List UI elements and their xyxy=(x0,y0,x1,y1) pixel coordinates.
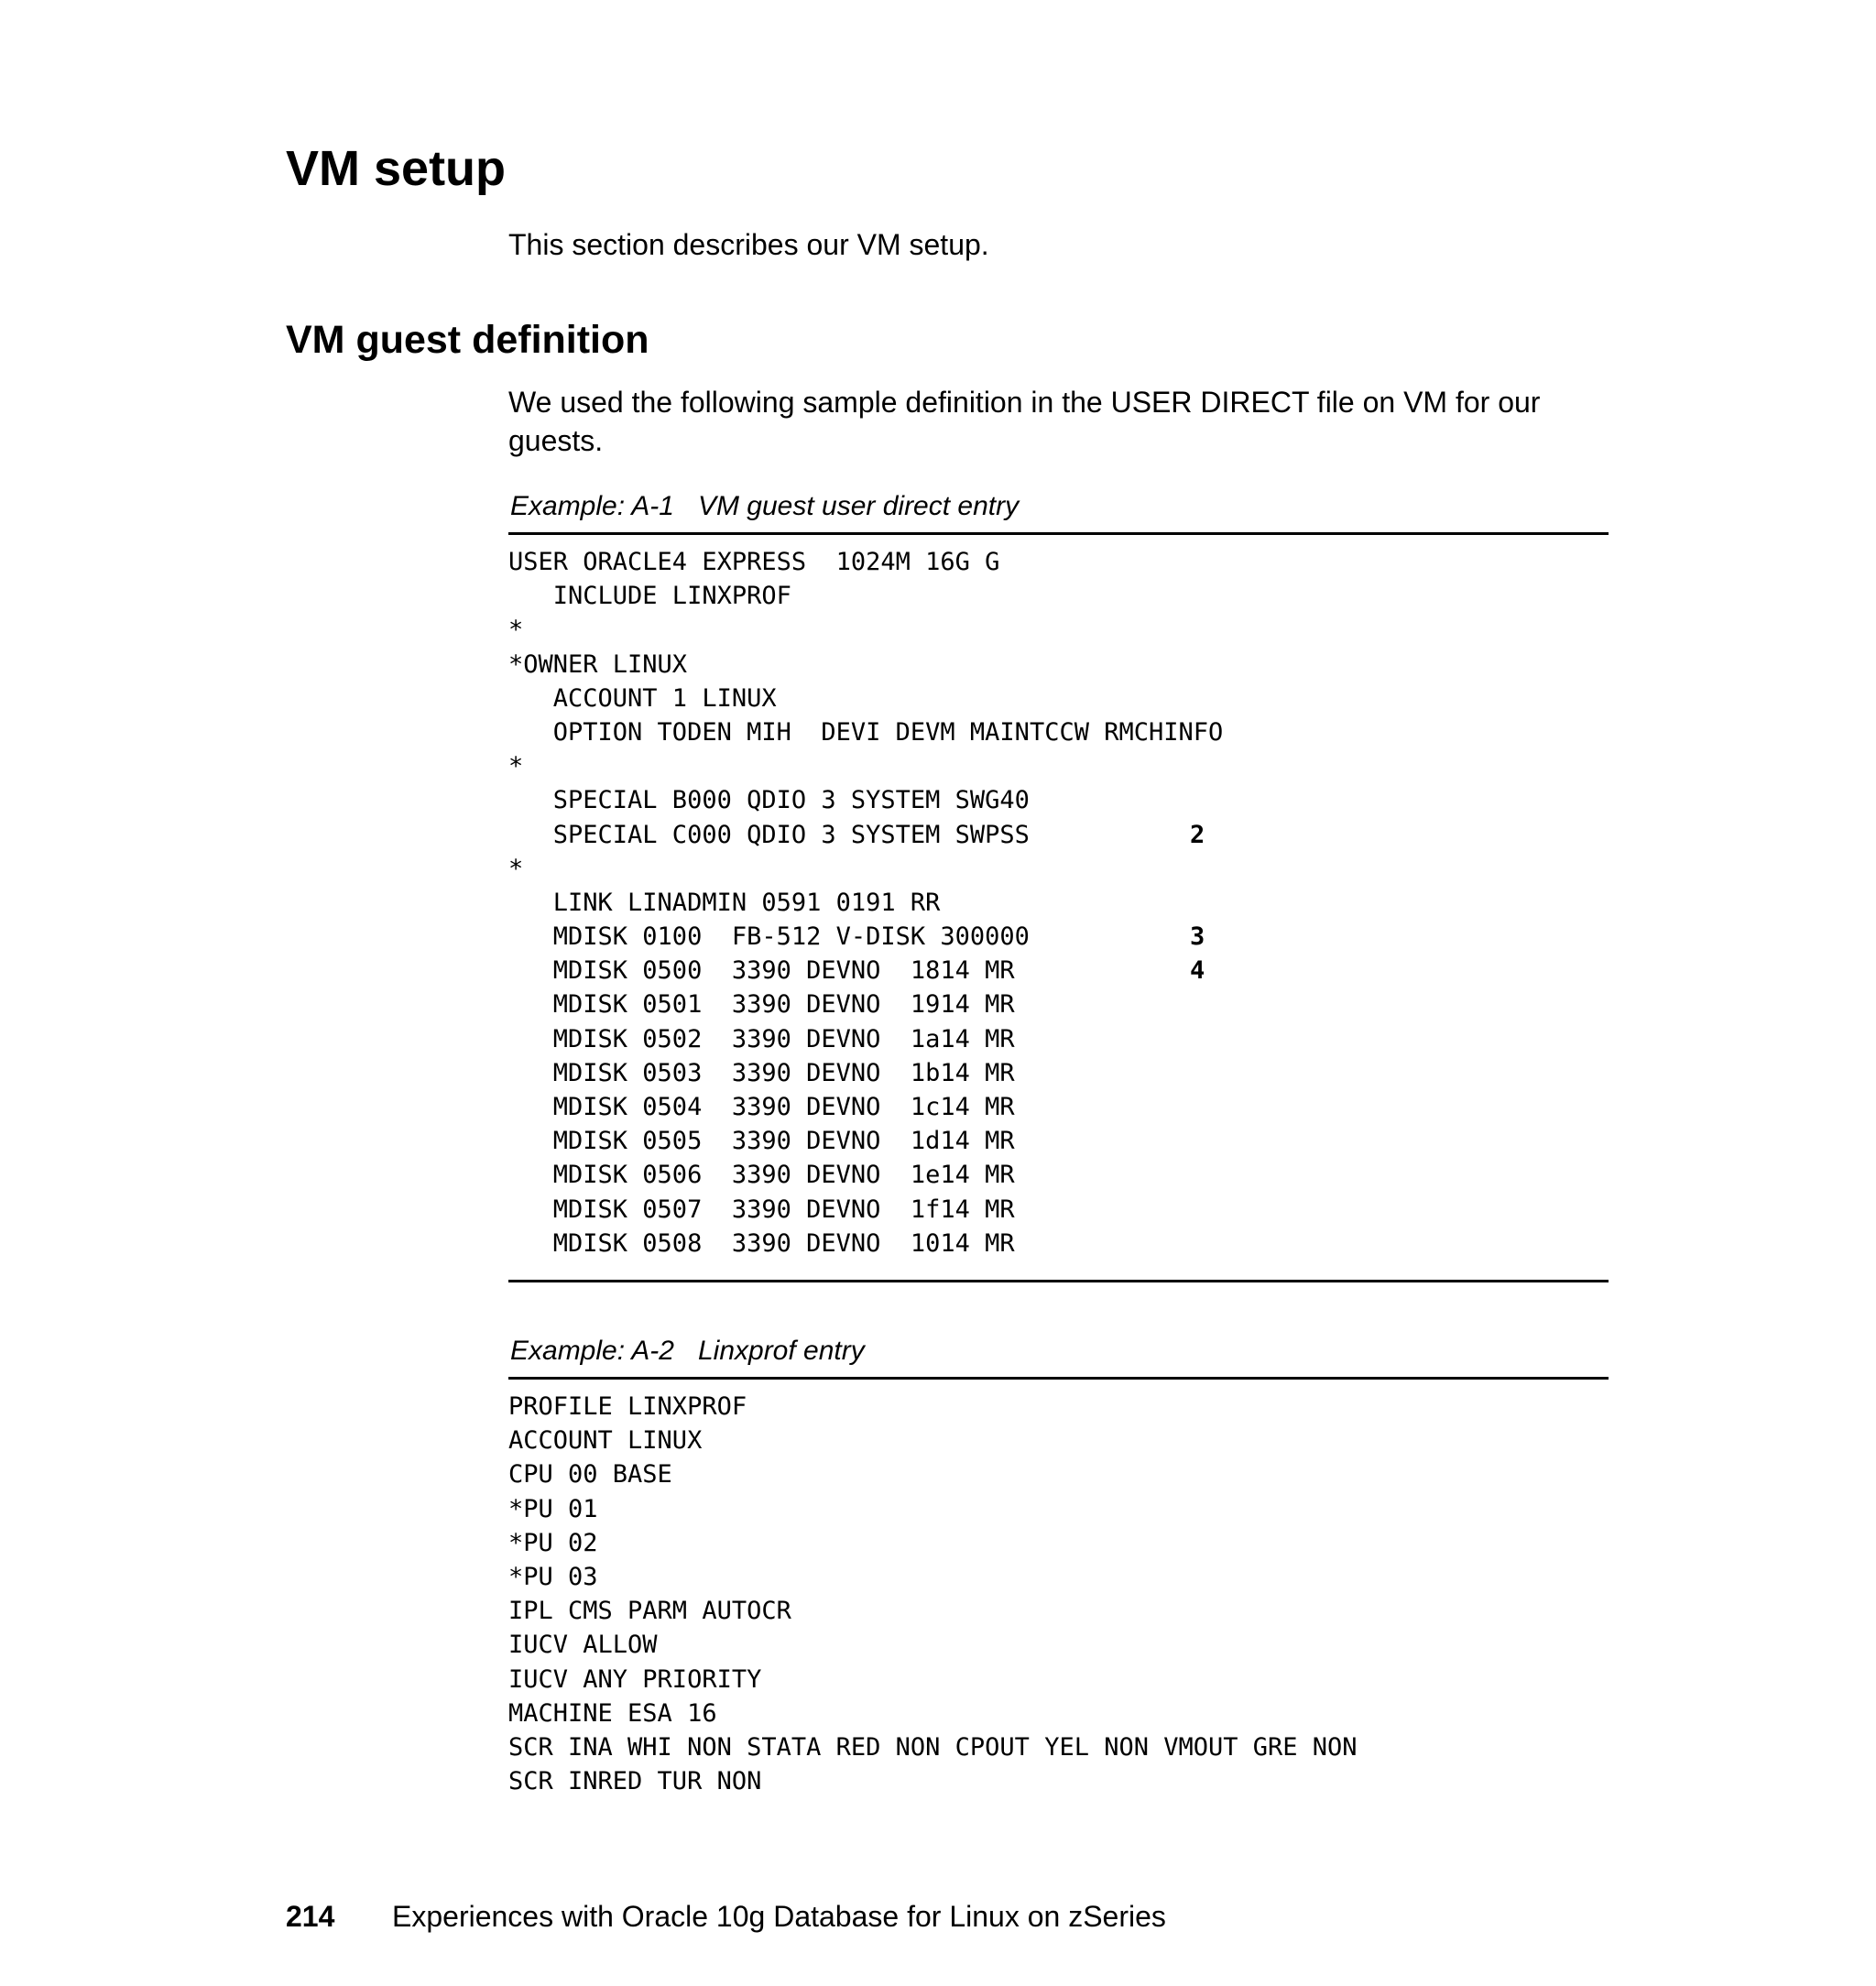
code-line xyxy=(508,1090,1609,1124)
code-line xyxy=(508,613,1609,647)
code-line-text: ACCOUNT LINUX xyxy=(508,1426,703,1456)
code-line-text: INCLUDE LINXPROF xyxy=(508,582,791,611)
example-a1 xyxy=(508,488,1609,1282)
code-line-text: *OWNER LINUX xyxy=(508,649,688,679)
section-heading: VM setup xyxy=(286,141,507,196)
intro-text: This section describes our VM setup. xyxy=(508,228,989,261)
callout-marker: 3 xyxy=(1190,922,1205,952)
code-line-text: MDISK 0504 3390 DEVNO 1c14 MR xyxy=(508,1093,1015,1121)
code-line xyxy=(508,1764,1609,1798)
code-line-text: MDISK 0500 3390 DEVNO 1814 MR xyxy=(508,956,1015,986)
code-line xyxy=(508,715,1609,749)
code-line-text: MDISK 0506 3390 DEVNO 1e14 MR xyxy=(508,1161,1015,1190)
code-line-text: MDISK 0507 3390 DEVNO 1f14 MR xyxy=(508,1195,1015,1224)
code-line-text: *PU 01 xyxy=(508,1494,598,1523)
code-line xyxy=(508,648,1609,682)
code-line-text: MDISK 0505 3390 DEVNO 1d14 MR xyxy=(508,1127,1015,1156)
code-line-text: MDISK 0501 3390 DEVNO 1914 MR xyxy=(508,990,1015,1020)
code-line-text: IUCV ALLOW xyxy=(508,1631,658,1660)
code-line-text: SCR INRED TUR NON xyxy=(508,1767,762,1796)
code-line xyxy=(508,749,1609,783)
code-line xyxy=(508,988,1609,1021)
code-line-text: MDISK 0508 3390 DEVNO 1014 MR xyxy=(508,1228,1015,1258)
example-end-rule xyxy=(508,1280,1609,1282)
example-title: VM guest user direct entry xyxy=(697,491,1020,521)
code-line-text: USER ORACLE4 EXPRESS 1024M 16G G xyxy=(508,548,1000,576)
code-line-text: SCR INA WHI NON STATA RED NON CPOUT YEL NON VMOUT GRE NON xyxy=(508,1732,1358,1762)
code-line-text: IUCV ANY PRIORITY xyxy=(508,1664,762,1694)
code-line xyxy=(508,1594,1609,1628)
example-title: Linxprof entry xyxy=(697,1336,865,1366)
code-line-text: MDISK 0502 3390 DEVNO 1a14 MR xyxy=(508,1024,1015,1053)
code-line-text: * xyxy=(508,616,524,645)
example-caption xyxy=(508,1333,1609,1380)
code-line xyxy=(508,1424,1609,1457)
code-line xyxy=(508,1492,1609,1526)
code-listing xyxy=(508,1380,1609,1798)
book-title: Experiences with Oracle 10g Database for Linux on zSeries xyxy=(392,1900,1166,1933)
code-line-text: OPTION TODEN MIH DEVI DEVM MAINTCCW RMCHINFO xyxy=(508,717,1224,747)
code-line xyxy=(508,1730,1609,1764)
code-line xyxy=(508,1390,1609,1424)
code-line xyxy=(508,852,1609,886)
callout-marker: 2 xyxy=(1190,820,1205,849)
code-line-text: IPL CMS PARM AUTOCR xyxy=(508,1597,791,1626)
example-caption xyxy=(508,488,1609,535)
code-line xyxy=(508,1056,1609,1090)
code-line xyxy=(508,579,1609,613)
code-line-text: SPECIAL B000 QDIO 3 SYSTEM SWG40 xyxy=(508,786,1030,815)
code-line xyxy=(508,886,1609,920)
page-footer xyxy=(286,1898,1166,1935)
page-number: 214 xyxy=(286,1900,335,1933)
code-line xyxy=(508,920,1609,954)
code-line-text: * xyxy=(508,854,524,883)
code-line-text: *PU 03 xyxy=(508,1562,598,1591)
code-line-text: * xyxy=(508,752,524,781)
example-label: Example: A-2 xyxy=(510,1336,674,1366)
code-line xyxy=(508,1022,1609,1056)
code-line-text: SPECIAL C000 QDIO 3 SYSTEM SWPSS xyxy=(508,820,1030,849)
code-line xyxy=(508,545,1609,579)
code-line-text: ACCOUNT 1 LINUX xyxy=(508,683,777,713)
code-line xyxy=(508,682,1609,715)
code-line xyxy=(508,954,1609,988)
code-line xyxy=(508,1124,1609,1158)
code-line-text: MDISK 0100 FB-512 V-DISK 300000 xyxy=(508,922,1030,952)
code-line xyxy=(508,818,1609,852)
code-line xyxy=(508,1560,1609,1594)
code-line xyxy=(508,1457,1609,1491)
code-line-text: MDISK 0503 3390 DEVNO 1b14 MR xyxy=(508,1058,1015,1087)
code-line xyxy=(508,1663,1609,1697)
subsection-heading: VM guest definition xyxy=(286,318,649,362)
example-a2 xyxy=(508,1333,1609,1798)
code-line xyxy=(508,1628,1609,1662)
code-line xyxy=(508,1158,1609,1192)
code-line-text: LINK LINADMIN 0591 0191 RR xyxy=(508,888,941,917)
code-listing xyxy=(508,535,1609,1260)
code-line xyxy=(508,783,1609,817)
callout-marker: 4 xyxy=(1190,956,1205,986)
code-line-text: CPU 00 BASE xyxy=(508,1460,672,1490)
code-line xyxy=(508,1526,1609,1560)
code-line xyxy=(508,1193,1609,1227)
code-line xyxy=(508,1697,1609,1730)
example-label: Example: A-1 xyxy=(510,491,674,521)
code-line-text: *PU 02 xyxy=(508,1528,598,1557)
code-line-text: PROFILE LINXPROF xyxy=(508,1392,747,1421)
code-line xyxy=(508,1227,1609,1260)
code-line-text: MACHINE ESA 16 xyxy=(508,1698,717,1728)
body-paragraph: We used the following sample definition in the USER DIRECT file on VM for our guests. xyxy=(508,386,1541,457)
